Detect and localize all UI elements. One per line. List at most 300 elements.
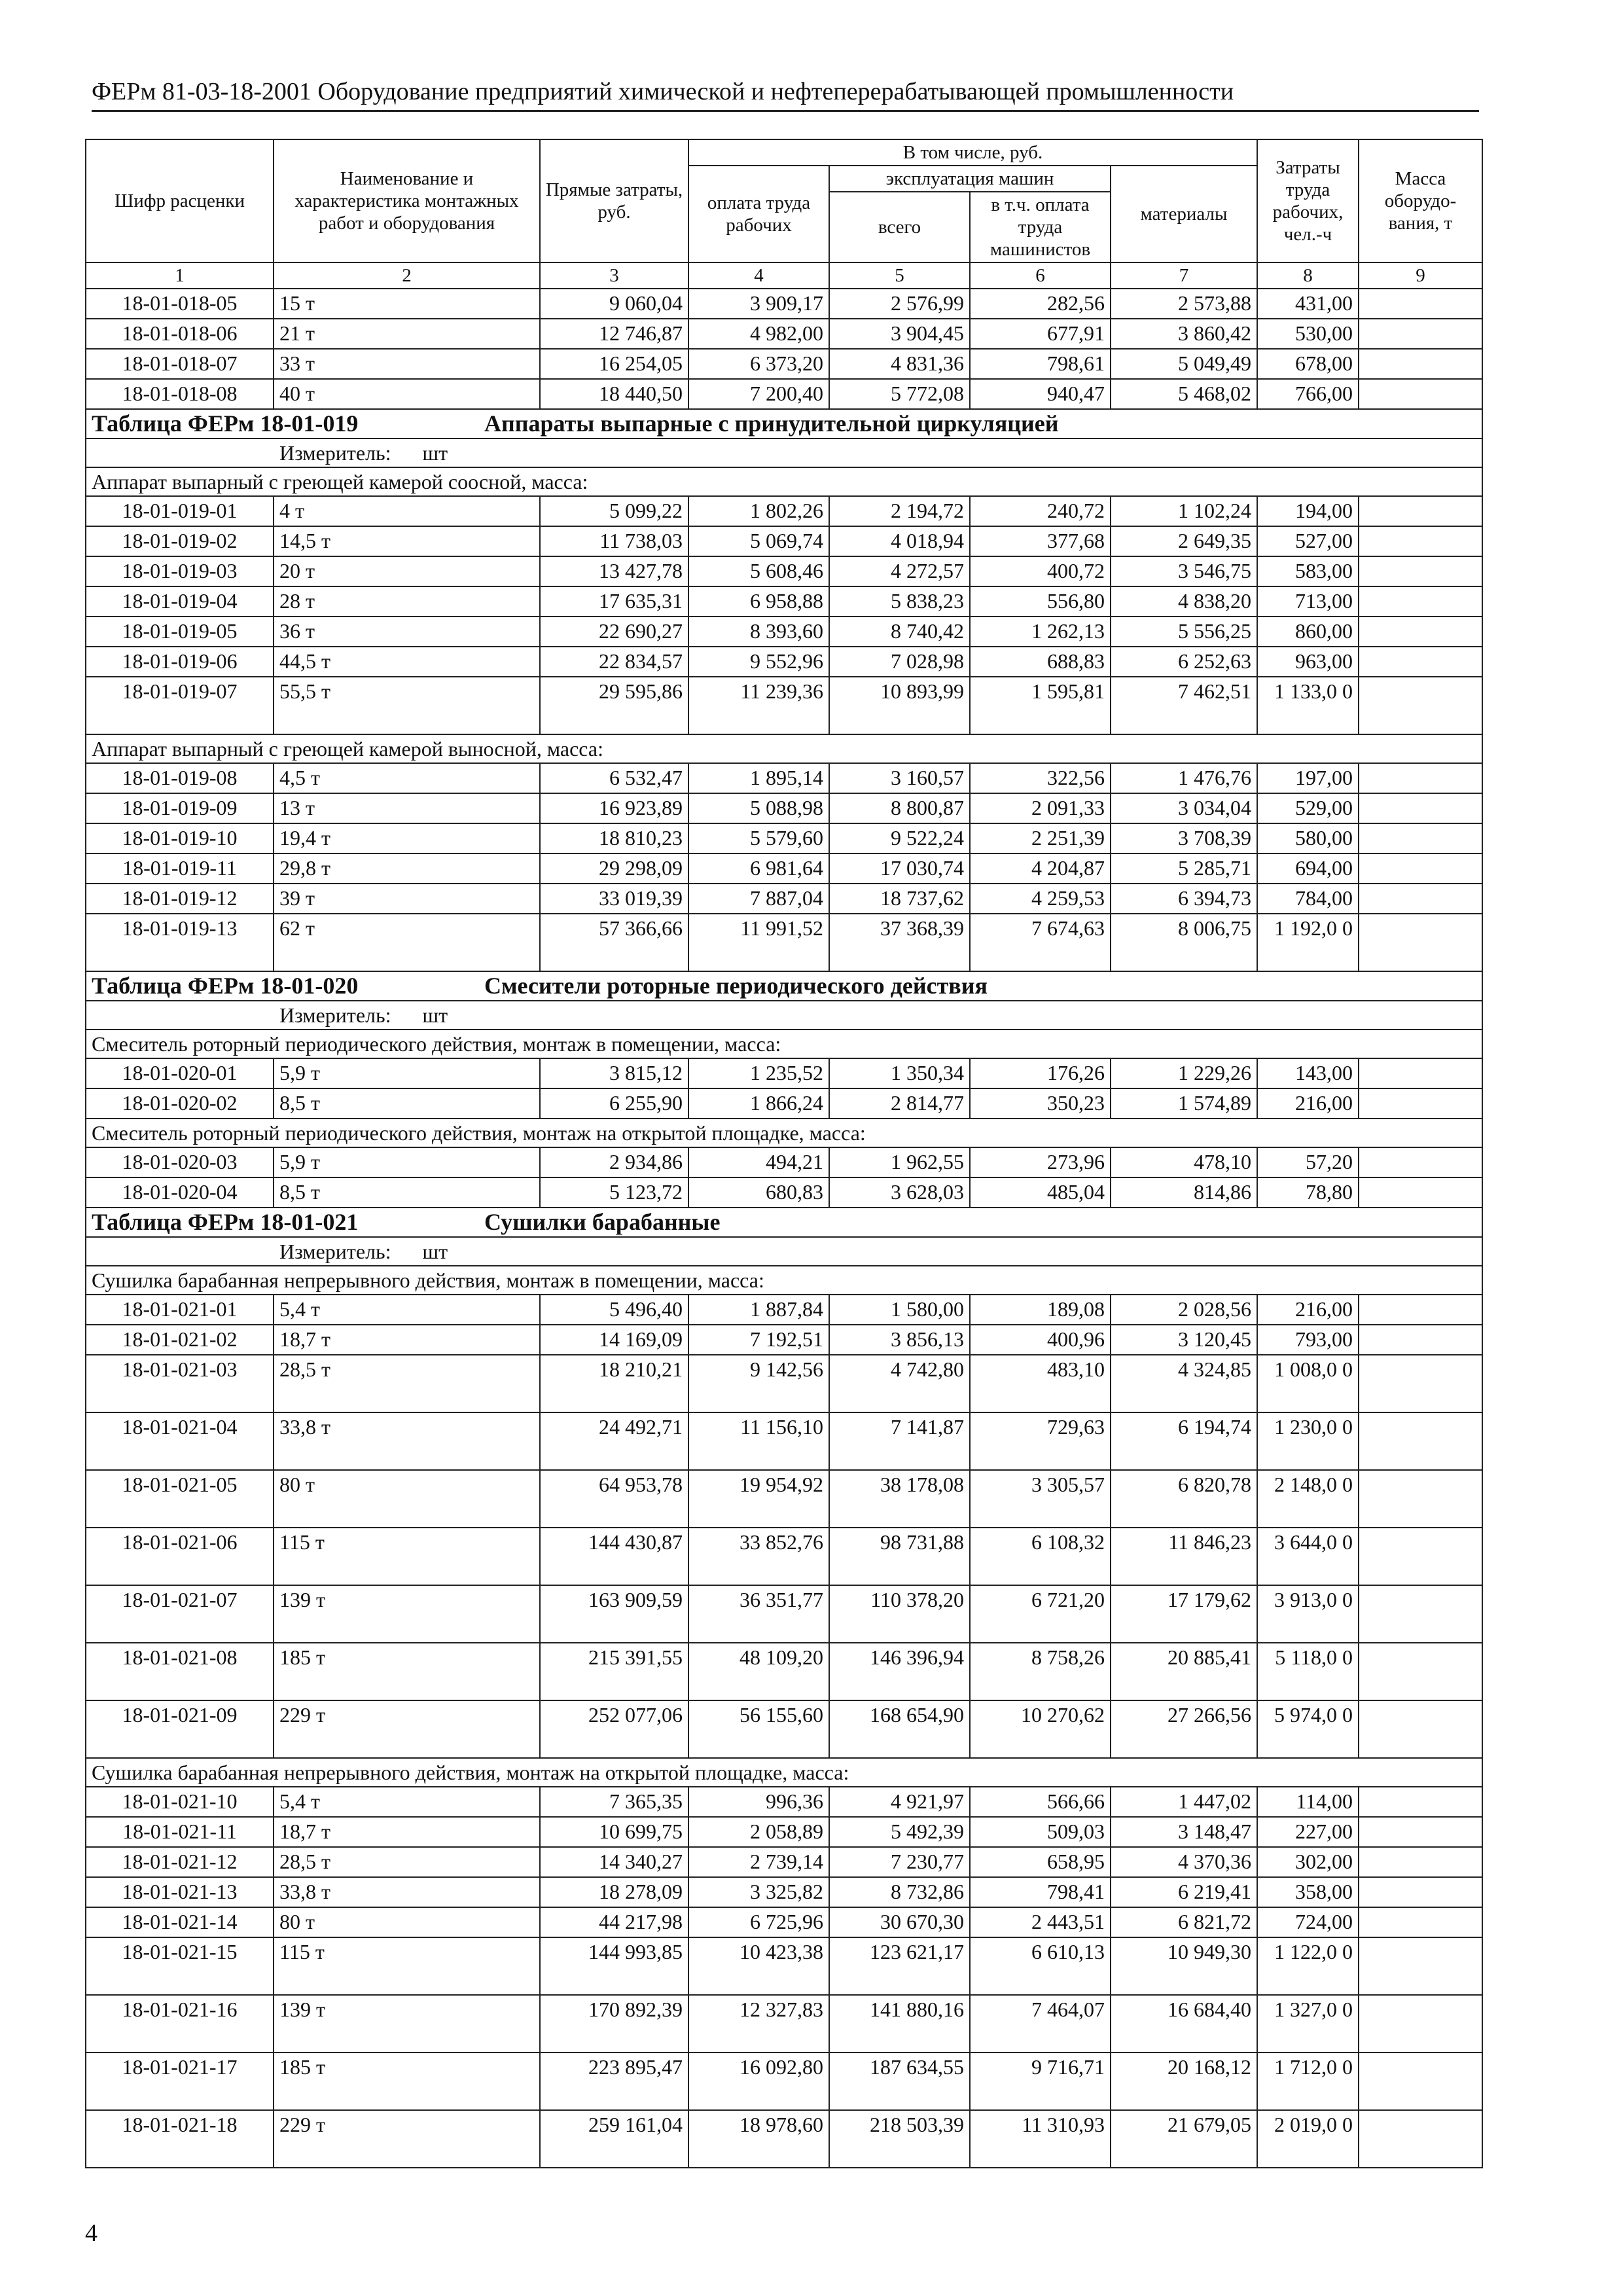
labor-hours: 3 913,0 0: [1257, 1585, 1359, 1643]
materials: 4 838,20: [1111, 586, 1257, 617]
table-row: [86, 1088, 1482, 1119]
worker-wages: 11 991,52: [688, 914, 829, 971]
materials: 20 885,41: [1111, 1643, 1257, 1700]
col-direct-header: Прямые затраты, руб.: [540, 139, 688, 262]
work-name: 15 т: [274, 289, 540, 319]
machinist-wages: 509,03: [970, 1817, 1111, 1847]
labor-hours: 583,00: [1257, 556, 1359, 586]
direct-costs: 22 690,27: [540, 617, 688, 647]
materials: 6 194,74: [1111, 1412, 1257, 1470]
worker-wages: 19 954,92: [688, 1470, 829, 1528]
direct-costs: 57 366,66: [540, 914, 688, 971]
direct-costs: 5 099,22: [540, 496, 688, 526]
labor-hours: 784,00: [1257, 884, 1359, 914]
direct-costs: 215 391,55: [540, 1643, 688, 1700]
worker-wages: 3 325,82: [688, 1877, 829, 1907]
table-row: [86, 1937, 1482, 1995]
table-title-row: [86, 971, 1482, 1001]
machinist-wages: 1 595,81: [970, 677, 1111, 734]
machines-total: 17 030,74: [829, 853, 970, 884]
labor-hours: 358,00: [1257, 1877, 1359, 1907]
labor-hours: 216,00: [1257, 1295, 1359, 1325]
materials: 6 252,63: [1111, 647, 1257, 677]
col-incl-header: В том числе, руб.: [688, 139, 1257, 166]
work-name: 21 т: [274, 319, 540, 349]
labor-hours: 2 019,0 0: [1257, 2110, 1359, 2168]
rate-code: 18-01-021-15: [86, 1937, 274, 1995]
direct-costs: 144 430,87: [540, 1528, 688, 1585]
col-wages-header: оплата труда рабочих: [688, 166, 829, 262]
work-name: 55,5 т: [274, 677, 540, 734]
rate-code: 18-01-019-10: [86, 823, 274, 853]
machinist-wages: 7 674,63: [970, 914, 1111, 971]
materials: 2 573,88: [1111, 289, 1257, 319]
machines-total: 141 880,16: [829, 1995, 970, 2053]
labor-hours: 227,00: [1257, 1817, 1359, 1847]
col-labor-header: Затраты труда рабочих, чел.-ч: [1257, 139, 1359, 262]
work-name: 28,5 т: [274, 1355, 540, 1412]
unit-value: шт: [422, 1003, 448, 1027]
work-name: 20 т: [274, 556, 540, 586]
labor-hours: 1 122,0 0: [1257, 1937, 1359, 1995]
machines-total: 8 800,87: [829, 793, 970, 823]
table-head: [86, 139, 1482, 289]
equipment-mass: [1359, 2110, 1482, 2168]
col-name-header: Наименование и характеристика монтажных работ и оборудования: [274, 139, 540, 262]
table-row: [86, 1177, 1482, 1208]
labor-hours: 713,00: [1257, 586, 1359, 617]
direct-costs: 7 365,35: [540, 1787, 688, 1817]
materials: 1 476,76: [1111, 763, 1257, 793]
worker-wages: 7 192,51: [688, 1325, 829, 1355]
equipment-mass: [1359, 319, 1482, 349]
labor-hours: 1 008,0 0: [1257, 1355, 1359, 1412]
materials: 2 649,35: [1111, 526, 1257, 556]
table-row: [86, 289, 1482, 319]
column-numbers-row: [86, 262, 1482, 289]
work-name: 29,8 т: [274, 853, 540, 884]
machines-total: 123 621,17: [829, 1937, 970, 1995]
col-machines-header: эксплуатация машин: [829, 166, 1111, 192]
work-name: 28 т: [274, 586, 540, 617]
work-name: 229 т: [274, 1700, 540, 1758]
table-row: [86, 1295, 1482, 1325]
rate-code: 18-01-019-11: [86, 853, 274, 884]
direct-costs: 252 077,06: [540, 1700, 688, 1758]
machinist-wages: 485,04: [970, 1177, 1111, 1208]
rate-code: 18-01-021-07: [86, 1585, 274, 1643]
worker-wages: 1 866,24: [688, 1088, 829, 1119]
machines-total: 4 272,57: [829, 556, 970, 586]
worker-wages: 3 909,17: [688, 289, 829, 319]
col-number: 4: [688, 262, 829, 289]
equipment-mass: [1359, 526, 1482, 556]
unit-row: [86, 1237, 1482, 1266]
labor-hours: 1 133,0 0: [1257, 677, 1359, 734]
table-row: [86, 556, 1482, 586]
materials: 5 049,49: [1111, 349, 1257, 379]
work-name: 40 т: [274, 379, 540, 409]
equipment-mass: [1359, 884, 1482, 914]
table-row: [86, 763, 1482, 793]
rate-code: 18-01-019-13: [86, 914, 274, 971]
worker-wages: 10 423,38: [688, 1937, 829, 1995]
labor-hours: 527,00: [1257, 526, 1359, 556]
table-row: [86, 1643, 1482, 1700]
machinist-wages: 400,72: [970, 556, 1111, 586]
rate-code: 18-01-021-13: [86, 1877, 274, 1907]
work-name: 115 т: [274, 1528, 540, 1585]
work-name: 185 т: [274, 2053, 540, 2110]
materials: 5 556,25: [1111, 617, 1257, 647]
table-row: [86, 1907, 1482, 1937]
table-row: [86, 586, 1482, 617]
work-name: 80 т: [274, 1907, 540, 1937]
materials: 21 679,05: [1111, 2110, 1257, 2168]
equipment-mass: [1359, 647, 1482, 677]
machinist-wages: 556,80: [970, 586, 1111, 617]
equipment-mass: [1359, 496, 1482, 526]
table-row: [86, 677, 1482, 734]
work-name: 18,7 т: [274, 1325, 540, 1355]
worker-wages: 5 608,46: [688, 556, 829, 586]
machinist-wages: 798,41: [970, 1877, 1111, 1907]
machinist-wages: 1 262,13: [970, 617, 1111, 647]
direct-costs: 22 834,57: [540, 647, 688, 677]
rate-code: 18-01-021-16: [86, 1995, 274, 2053]
worker-wages: 996,36: [688, 1787, 829, 1817]
group-title-row: [86, 1030, 1482, 1058]
equipment-mass: [1359, 586, 1482, 617]
labor-hours: 302,00: [1257, 1847, 1359, 1877]
work-name: 19,4 т: [274, 823, 540, 853]
worker-wages: 11 156,10: [688, 1412, 829, 1470]
machinist-wages: 11 310,93: [970, 2110, 1111, 2168]
unit-cell: [86, 1001, 1482, 1030]
rate-code: 18-01-019-12: [86, 884, 274, 914]
table-title-row: [86, 409, 1482, 439]
group-title-row: [86, 734, 1482, 763]
equipment-mass: [1359, 1325, 1482, 1355]
materials: 478,10: [1111, 1147, 1257, 1177]
direct-costs: 163 909,59: [540, 1585, 688, 1643]
materials: 11 846,23: [1111, 1528, 1257, 1585]
machines-total: 2 576,99: [829, 289, 970, 319]
worker-wages: 33 852,76: [688, 1528, 829, 1585]
machines-total: 1 350,34: [829, 1058, 970, 1088]
work-name: 5,4 т: [274, 1295, 540, 1325]
machinist-wages: 658,95: [970, 1847, 1111, 1877]
equipment-mass: [1359, 617, 1482, 647]
unit-label: Измеритель:: [279, 1003, 391, 1027]
machinist-wages: 273,96: [970, 1147, 1111, 1177]
materials: 27 266,56: [1111, 1700, 1257, 1758]
direct-costs: 3 815,12: [540, 1058, 688, 1088]
col-number: 2: [274, 262, 540, 289]
machines-total: 7 028,98: [829, 647, 970, 677]
labor-hours: 1 327,0 0: [1257, 1995, 1359, 2053]
direct-costs: 18 210,21: [540, 1355, 688, 1412]
direct-costs: 44 217,98: [540, 1907, 688, 1937]
rate-code: 18-01-021-08: [86, 1643, 274, 1700]
table-row: [86, 379, 1482, 409]
worker-wages: 9 142,56: [688, 1355, 829, 1412]
work-name: 62 т: [274, 914, 540, 971]
direct-costs: 24 492,71: [540, 1412, 688, 1470]
table-name: Смесители роторные периодического действия: [484, 973, 988, 999]
direct-costs: 259 161,04: [540, 2110, 688, 2168]
table-number: Таблица ФЕРм 18-01-020: [92, 973, 359, 999]
equipment-mass: [1359, 1470, 1482, 1528]
machinist-wages: 677,91: [970, 319, 1111, 349]
col-number: 1: [86, 262, 274, 289]
table-row: [86, 2110, 1482, 2168]
col-number: 5: [829, 262, 970, 289]
machines-total: 1 962,55: [829, 1147, 970, 1177]
header-rule: [92, 110, 1479, 112]
table-title: [86, 409, 1482, 439]
labor-hours: 143,00: [1257, 1058, 1359, 1088]
rate-code: 18-01-021-05: [86, 1470, 274, 1528]
labor-hours: 860,00: [1257, 617, 1359, 647]
direct-costs: 144 993,85: [540, 1937, 688, 1995]
equipment-mass: [1359, 1412, 1482, 1470]
page-number: 4: [85, 2219, 98, 2247]
rate-code: 18-01-021-18: [86, 2110, 274, 2168]
work-name: 39 т: [274, 884, 540, 914]
equipment-mass: [1359, 1147, 1482, 1177]
direct-costs: 13 427,78: [540, 556, 688, 586]
table-row: [86, 1847, 1482, 1877]
labor-hours: 580,00: [1257, 823, 1359, 853]
equipment-mass: [1359, 1907, 1482, 1937]
direct-costs: 29 298,09: [540, 853, 688, 884]
rate-code: 18-01-018-05: [86, 289, 274, 319]
direct-costs: 14 340,27: [540, 1847, 688, 1877]
rate-code: 18-01-021-17: [86, 2053, 274, 2110]
equipment-mass: [1359, 289, 1482, 319]
worker-wages: 2 058,89: [688, 1817, 829, 1847]
labor-hours: 1 230,0 0: [1257, 1412, 1359, 1470]
work-name: 4,5 т: [274, 763, 540, 793]
worker-wages: 16 092,80: [688, 2053, 829, 2110]
table-row: [86, 2053, 1482, 2110]
materials: 5 285,71: [1111, 853, 1257, 884]
materials: 3 860,42: [1111, 319, 1257, 349]
group-title: Сушилка барабанная непрерывного действия, монтаж на открытой площадке, масса:: [86, 1758, 1482, 1787]
work-name: 229 т: [274, 2110, 540, 2168]
machinist-wages: 7 464,07: [970, 1995, 1111, 2053]
table-row: [86, 914, 1482, 971]
table-title: [86, 1208, 1482, 1237]
materials: 17 179,62: [1111, 1585, 1257, 1643]
equipment-mass: [1359, 1058, 1482, 1088]
table-row: [86, 647, 1482, 677]
direct-costs: 9 060,04: [540, 289, 688, 319]
machinist-wages: 566,66: [970, 1787, 1111, 1817]
machinist-wages: 798,61: [970, 349, 1111, 379]
worker-wages: 680,83: [688, 1177, 829, 1208]
worker-wages: 18 978,60: [688, 2110, 829, 2168]
machines-total: 187 634,55: [829, 2053, 970, 2110]
worker-wages: 48 109,20: [688, 1643, 829, 1700]
col-code-header: Шифр расценки: [86, 139, 274, 262]
labor-hours: 793,00: [1257, 1325, 1359, 1355]
col-mach-total-header: всего: [829, 192, 970, 262]
equipment-mass: [1359, 1528, 1482, 1585]
direct-costs: 29 595,86: [540, 677, 688, 734]
machines-total: 5 838,23: [829, 586, 970, 617]
machinist-wages: 6 610,13: [970, 1937, 1111, 1995]
worker-wages: 11 239,36: [688, 677, 829, 734]
group-title: Сушилка барабанная непрерывного действия, монтаж в помещении, масса:: [86, 1266, 1482, 1295]
direct-costs: 18 440,50: [540, 379, 688, 409]
labor-hours: 78,80: [1257, 1177, 1359, 1208]
machinist-wages: 729,63: [970, 1412, 1111, 1470]
equipment-mass: [1359, 1177, 1482, 1208]
col-mach-wages-header: в т.ч. оплата труда машинистов: [970, 192, 1111, 262]
labor-hours: 5 118,0 0: [1257, 1643, 1359, 1700]
rate-code: 18-01-021-09: [86, 1700, 274, 1758]
machines-total: 146 396,94: [829, 1643, 970, 1700]
materials: 6 219,41: [1111, 1877, 1257, 1907]
table-row: [86, 349, 1482, 379]
work-name: 80 т: [274, 1470, 540, 1528]
materials: 3 708,39: [1111, 823, 1257, 853]
machines-total: 4 018,94: [829, 526, 970, 556]
equipment-mass: [1359, 349, 1482, 379]
materials: 10 949,30: [1111, 1937, 1257, 1995]
rate-code: 18-01-021-01: [86, 1295, 274, 1325]
unit-cell: [86, 1237, 1482, 1266]
machinist-wages: 377,68: [970, 526, 1111, 556]
col-number: 7: [1111, 262, 1257, 289]
table-row: [86, 1817, 1482, 1847]
machinist-wages: 6 721,20: [970, 1585, 1111, 1643]
rate-code: 18-01-018-07: [86, 349, 274, 379]
equipment-mass: [1359, 1643, 1482, 1700]
machines-total: 3 628,03: [829, 1177, 970, 1208]
worker-wages: 2 739,14: [688, 1847, 829, 1877]
machines-total: 110 378,20: [829, 1585, 970, 1643]
table-row: [86, 1995, 1482, 2053]
rate-code: 18-01-021-12: [86, 1847, 274, 1877]
work-name: 13 т: [274, 793, 540, 823]
materials: 6 394,73: [1111, 884, 1257, 914]
table-title-row: [86, 1208, 1482, 1237]
worker-wages: 5 088,98: [688, 793, 829, 823]
worker-wages: 56 155,60: [688, 1700, 829, 1758]
machines-total: 2 194,72: [829, 496, 970, 526]
labor-hours: 530,00: [1257, 319, 1359, 349]
equipment-mass: [1359, 556, 1482, 586]
table-row: [86, 823, 1482, 853]
machines-total: 4 831,36: [829, 349, 970, 379]
machinist-wages: 240,72: [970, 496, 1111, 526]
machines-total: 168 654,90: [829, 1700, 970, 1758]
group-title-row: [86, 1119, 1482, 1147]
rate-code: 18-01-019-06: [86, 647, 274, 677]
labor-hours: 194,00: [1257, 496, 1359, 526]
materials: 1 229,26: [1111, 1058, 1257, 1088]
group-title: Аппарат выпарный с греющей камерой выносной, масса:: [86, 734, 1482, 763]
materials: 6 821,72: [1111, 1907, 1257, 1937]
materials: 2 028,56: [1111, 1295, 1257, 1325]
rate-code: 18-01-019-09: [86, 793, 274, 823]
worker-wages: 1 802,26: [688, 496, 829, 526]
labor-hours: 114,00: [1257, 1787, 1359, 1817]
materials: 1 447,02: [1111, 1787, 1257, 1817]
table-row: [86, 853, 1482, 884]
materials: 4 324,85: [1111, 1355, 1257, 1412]
machines-total: 1 580,00: [829, 1295, 970, 1325]
direct-costs: 2 934,86: [540, 1147, 688, 1177]
table-row: [86, 884, 1482, 914]
machines-total: 2 814,77: [829, 1088, 970, 1119]
machines-total: 10 893,99: [829, 677, 970, 734]
machines-total: 8 740,42: [829, 617, 970, 647]
labor-hours: 431,00: [1257, 289, 1359, 319]
equipment-mass: [1359, 823, 1482, 853]
machines-total: 4 742,80: [829, 1355, 970, 1412]
work-name: 44,5 т: [274, 647, 540, 677]
equipment-mass: [1359, 1295, 1482, 1325]
worker-wages: 1 895,14: [688, 763, 829, 793]
labor-hours: 5 974,0 0: [1257, 1700, 1359, 1758]
table-row: [86, 319, 1482, 349]
group-title: Смеситель роторный периодического действия, монтаж в помещении, масса:: [86, 1030, 1482, 1058]
rate-code: 18-01-021-11: [86, 1817, 274, 1847]
worker-wages: 6 725,96: [688, 1907, 829, 1937]
materials: 3 120,45: [1111, 1325, 1257, 1355]
rate-code: 18-01-021-06: [86, 1528, 274, 1585]
labor-hours: 678,00: [1257, 349, 1359, 379]
equipment-mass: [1359, 2053, 1482, 2110]
machinist-wages: 2 091,33: [970, 793, 1111, 823]
direct-costs: 12 746,87: [540, 319, 688, 349]
rate-code: 18-01-019-05: [86, 617, 274, 647]
machinist-wages: 350,23: [970, 1088, 1111, 1119]
rate-code: 18-01-021-02: [86, 1325, 274, 1355]
table-row: [86, 1787, 1482, 1817]
direct-costs: 17 635,31: [540, 586, 688, 617]
machinist-wages: 400,96: [970, 1325, 1111, 1355]
table-row: [86, 793, 1482, 823]
unit-row: [86, 1001, 1482, 1030]
work-name: 4 т: [274, 496, 540, 526]
labor-hours: 1 712,0 0: [1257, 2053, 1359, 2110]
direct-costs: 33 019,39: [540, 884, 688, 914]
machinist-wages: 3 305,57: [970, 1470, 1111, 1528]
materials: 16 684,40: [1111, 1995, 1257, 2053]
rate-code: 18-01-018-08: [86, 379, 274, 409]
col-mass-header: Масса оборудо-вания, т: [1359, 139, 1482, 262]
work-name: 5,9 т: [274, 1058, 540, 1088]
machines-total: 3 904,45: [829, 319, 970, 349]
worker-wages: 4 982,00: [688, 319, 829, 349]
machines-total: 9 522,24: [829, 823, 970, 853]
table-number: Таблица ФЕРм 18-01-019: [92, 410, 359, 437]
machines-total: 5 492,39: [829, 1817, 970, 1847]
table-row: [86, 1877, 1482, 1907]
table-name: Сушилки барабанные: [484, 1209, 721, 1235]
materials: 4 370,36: [1111, 1847, 1257, 1877]
unit-value: шт: [422, 441, 448, 465]
labor-hours: 724,00: [1257, 1907, 1359, 1937]
machines-total: 30 670,30: [829, 1907, 970, 1937]
worker-wages: 36 351,77: [688, 1585, 829, 1643]
machinist-wages: 6 108,32: [970, 1528, 1111, 1585]
